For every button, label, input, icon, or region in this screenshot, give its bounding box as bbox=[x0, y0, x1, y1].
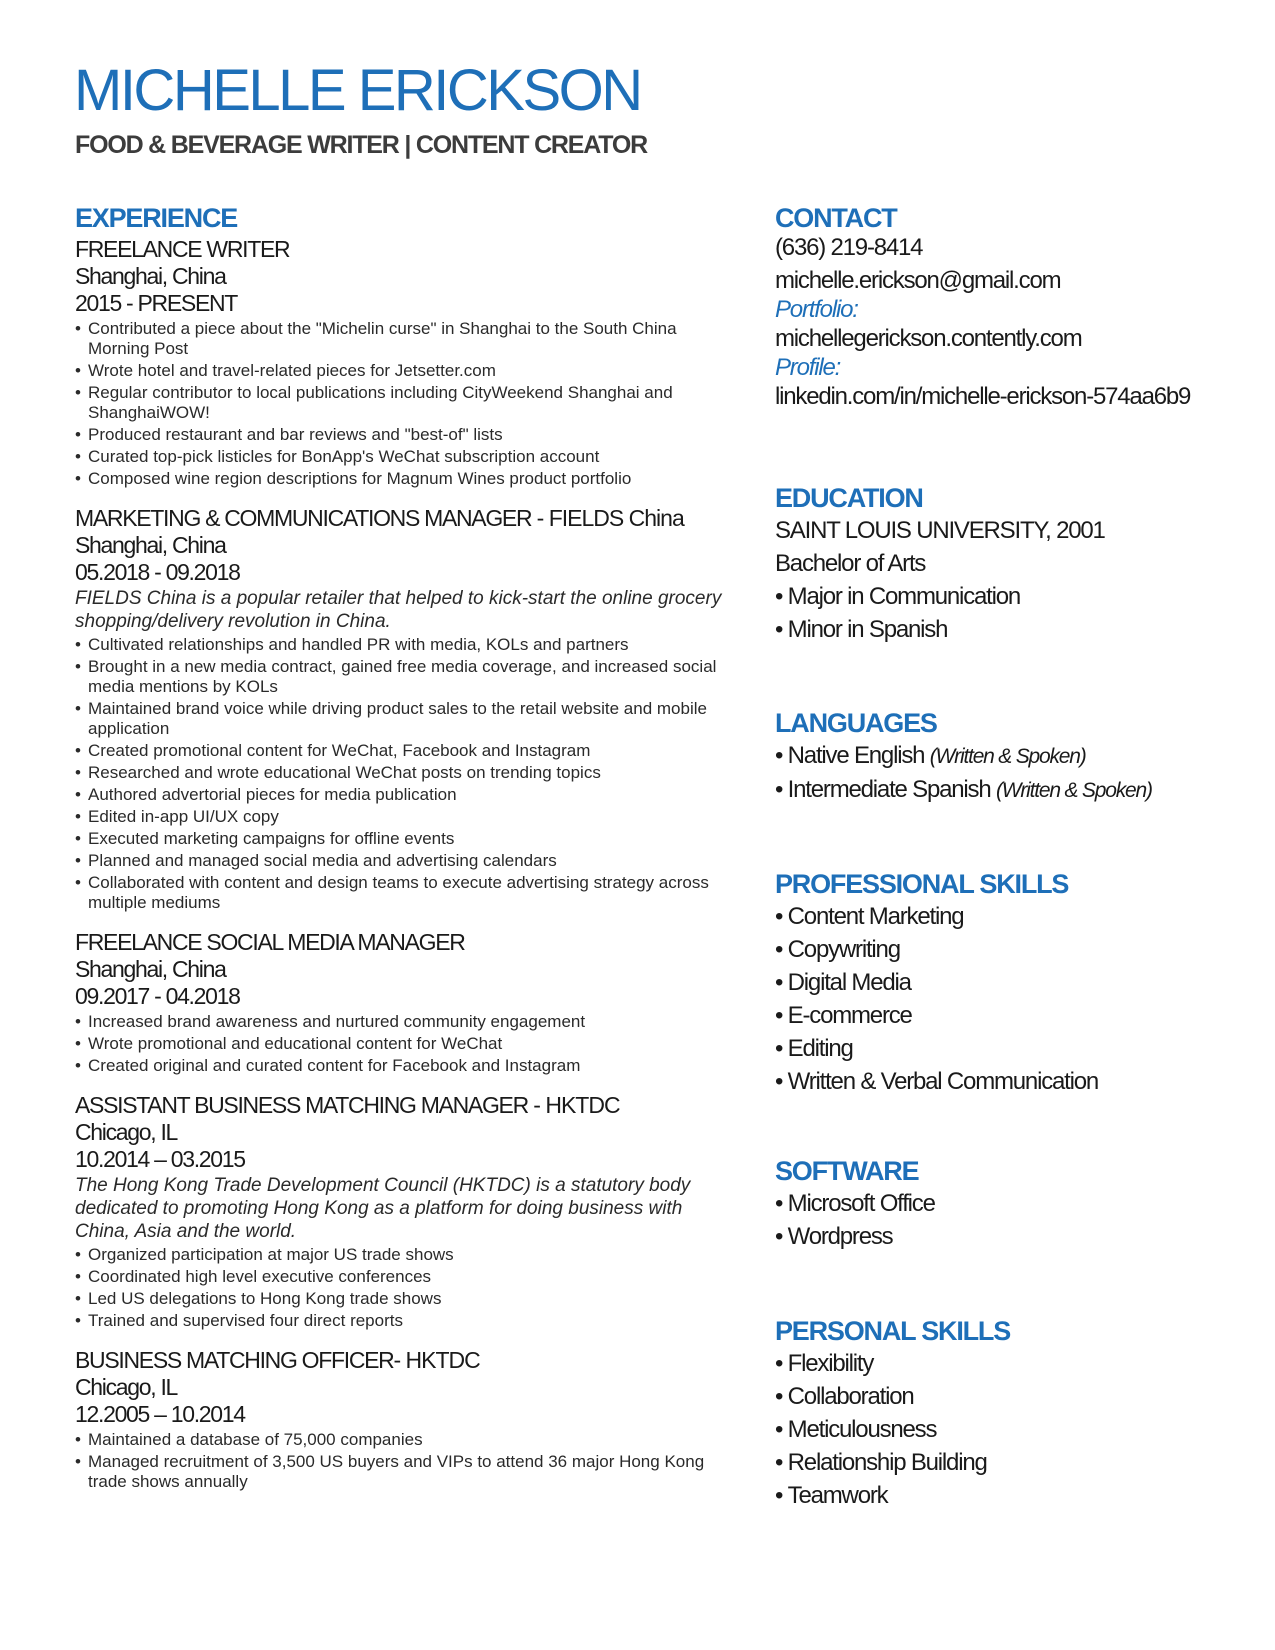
list-item: • Written & Verbal Communication bbox=[775, 1065, 1245, 1098]
job-title-line bbox=[75, 236, 725, 263]
language-name: Intermediate Spanish bbox=[787, 776, 991, 803]
list-item: • Managed recruitment of 3,500 US buyers and VIPs to attend 36 major Hong Kong trade shows annually bbox=[75, 1452, 725, 1492]
education-heading: EDUCATION bbox=[775, 483, 923, 513]
job-entry bbox=[75, 236, 725, 489]
job-entry bbox=[75, 505, 725, 913]
list-item: • Digital Media bbox=[775, 966, 1245, 999]
list-item: • Relationship Building bbox=[775, 1446, 1245, 1479]
software-heading: SOFTWARE bbox=[775, 1156, 919, 1186]
contact-section bbox=[775, 202, 1245, 412]
job-title-line bbox=[75, 1347, 725, 1374]
job-organization: - HKTDC bbox=[527, 1092, 620, 1118]
list-item: • E-commerce bbox=[775, 999, 1245, 1032]
job-location: Shanghai, China bbox=[75, 532, 226, 558]
job-location: Shanghai, China bbox=[75, 263, 226, 289]
job-dates: 10.2014 – 03.2015 bbox=[75, 1146, 245, 1172]
personal-skills-list bbox=[775, 1347, 1245, 1512]
job-title-line bbox=[75, 929, 725, 956]
list-item: • Collaboration bbox=[775, 1380, 1245, 1413]
job-title: FREELANCE SOCIAL MEDIA MANAGER bbox=[75, 929, 465, 955]
job-bullets bbox=[75, 1245, 725, 1331]
profile-link[interactable]: linkedin.com/in/michelle-erickson-574aa6b9 bbox=[775, 383, 1191, 410]
languages-heading: LANGUAGES bbox=[775, 708, 937, 738]
list-item: • Curated top-pick listicles for BonApp's WeChat subscription account bbox=[75, 447, 725, 467]
professional-skills-list bbox=[775, 900, 1245, 1098]
list-item: • Executed marketing campaigns for offline events bbox=[75, 829, 725, 849]
job-organization: - HKTDC bbox=[393, 1347, 480, 1373]
job-bullets bbox=[75, 1012, 725, 1076]
portfolio-label: Portfolio: bbox=[775, 296, 858, 323]
job-title-line bbox=[75, 505, 725, 532]
job-location: Shanghai, China bbox=[75, 956, 226, 982]
job-title: MARKETING & COMMUNICATIONS MANAGER bbox=[75, 505, 532, 531]
contact-heading: CONTACT bbox=[775, 203, 897, 233]
job-bullets bbox=[75, 1430, 725, 1492]
job-description: The Hong Kong Trade Development Council (HKTDC) is a statutory body dedicated to promoting Hong Kong as a platform for doing business with China, Asia and the world. bbox=[75, 1175, 691, 1242]
education-section bbox=[775, 482, 1245, 646]
job-title: ASSISTANT BUSINESS MATCHING MANAGER bbox=[75, 1092, 528, 1118]
list-item: • Copywriting bbox=[775, 933, 1245, 966]
job-bullets bbox=[75, 319, 725, 489]
job-location: Chicago, IL bbox=[75, 1374, 178, 1400]
contact-email[interactable]: michelle.erickson@gmail.com bbox=[775, 267, 1061, 294]
job-title: BUSINESS MATCHING OFFICER bbox=[75, 1347, 394, 1373]
list-item: • Cultivated relationships and handled PR with media, KOLs and partners bbox=[75, 635, 725, 655]
list-item: • Organized participation at major US trade shows bbox=[75, 1245, 725, 1265]
list-item: • Microsoft Office bbox=[775, 1187, 1245, 1220]
list-item: • Composed wine region descriptions for Magnum Wines product portfolio bbox=[75, 469, 725, 489]
software-list bbox=[775, 1187, 1245, 1253]
experience-column bbox=[75, 202, 725, 1508]
list-item: • Contributed a piece about the "Michelin curse" in Shanghai to the South China Morning Post bbox=[75, 319, 725, 359]
list-item: • Created promotional content for WeChat, Facebook and Instagram bbox=[75, 741, 725, 761]
professional-skills-heading: PROFESSIONAL SKILLS bbox=[775, 869, 1069, 899]
candidate-tagline: FOOD & BEVERAGE WRITER | CONTENT CREATOR bbox=[75, 131, 647, 159]
list-item: • Content Marketing bbox=[775, 900, 1245, 933]
job-location: Chicago, IL bbox=[75, 1119, 178, 1145]
job-entry bbox=[75, 1347, 725, 1492]
job-dates: 05.2018 - 09.2018 bbox=[75, 559, 240, 585]
language-note: (Written & Spoken) bbox=[929, 745, 1086, 768]
list-item: • Edited in-app UI/UX copy bbox=[75, 807, 725, 827]
language-name: Native English bbox=[787, 742, 925, 769]
education-school: SAINT LOUIS UNIVERSITY, 2001 bbox=[775, 517, 1105, 544]
list-item: • Meticulousness bbox=[775, 1413, 1245, 1446]
list-item: • Collaborated with content and design teams to execute advertising strategy across multiple mediums bbox=[75, 873, 725, 913]
list-item: • Increased brand awareness and nurtured community engagement bbox=[75, 1012, 725, 1032]
job-description: FIELDS China is a popular retailer that helped to kick-start the online grocery shopping/delivery revolution in China. bbox=[75, 588, 722, 632]
job-entry bbox=[75, 929, 725, 1076]
languages-section bbox=[775, 707, 1245, 807]
list-item: • Regular contributor to local publications including CityWeekend Shanghai and ShanghaiWOW! bbox=[75, 383, 725, 423]
job-dates: 12.2005 – 10.2014 bbox=[75, 1401, 245, 1427]
job-organization: - FIELDS China bbox=[531, 505, 684, 531]
list-item: • Created original and curated content for Facebook and Instagram bbox=[75, 1056, 725, 1076]
list-item: • Flexibility bbox=[775, 1347, 1245, 1380]
experience-heading: EXPERIENCE bbox=[75, 203, 238, 233]
job-dates: 2015 - PRESENT bbox=[75, 290, 238, 316]
list-item: • Maintained brand voice while driving product sales to the retail website and mobile application bbox=[75, 699, 725, 739]
job-title: FREELANCE WRITER bbox=[75, 236, 290, 262]
list-item: • Trained and supervised four direct reports bbox=[75, 1311, 725, 1331]
software-section bbox=[775, 1155, 1245, 1253]
personal-skills-section bbox=[775, 1315, 1245, 1512]
list-item: • Brought in a new media contract, gained free media coverage, and increased social media mentions by KOLs bbox=[75, 657, 725, 697]
job-title-line bbox=[75, 1092, 725, 1119]
experience-list bbox=[75, 236, 725, 1492]
list-item: • Editing bbox=[775, 1032, 1245, 1065]
job-dates: 09.2017 - 04.2018 bbox=[75, 983, 240, 1009]
list-item bbox=[775, 773, 1245, 807]
candidate-name: MICHELLE ERICKSON bbox=[74, 58, 641, 123]
education-list bbox=[775, 580, 1245, 646]
list-item: • Coordinated high level executive conferences bbox=[75, 1267, 725, 1287]
list-item: • Wordpress bbox=[775, 1220, 1245, 1253]
portfolio-link[interactable]: michellegerickson.contently.com bbox=[775, 325, 1082, 352]
list-item: • Minor in Spanish bbox=[775, 613, 1245, 646]
list-item: • Researched and wrote educational WeChat posts on trending topics bbox=[75, 763, 725, 783]
list-item: • Planned and managed social media and advertising calendars bbox=[75, 851, 725, 871]
list-item: • Maintained a database of 75,000 companies bbox=[75, 1430, 725, 1450]
list-item: • Major in Communication bbox=[775, 580, 1245, 613]
list-item bbox=[775, 739, 1245, 773]
contact-phone[interactable]: (636) 219-8414 bbox=[775, 234, 923, 261]
list-item: • Wrote hotel and travel-related pieces for Jetsetter.com bbox=[75, 361, 725, 381]
list-item: • Wrote promotional and educational content for WeChat bbox=[75, 1034, 725, 1054]
personal-skills-heading: PERSONAL SKILLS bbox=[775, 1316, 1011, 1346]
job-entry bbox=[75, 1092, 725, 1331]
list-item: • Produced restaurant and bar reviews and "best-of" lists bbox=[75, 425, 725, 445]
languages-list bbox=[775, 739, 1245, 807]
education-degree: Bachelor of Arts bbox=[775, 550, 926, 577]
list-item: • Led US delegations to Hong Kong trade shows bbox=[75, 1289, 725, 1309]
list-item: • Authored advertorial pieces for media publication bbox=[75, 785, 725, 805]
profile-label: Profile: bbox=[775, 354, 841, 381]
job-bullets bbox=[75, 635, 725, 913]
list-item: • Teamwork bbox=[775, 1479, 1245, 1512]
professional-skills-section bbox=[775, 868, 1245, 1098]
language-note: (Written & Spoken) bbox=[995, 779, 1152, 802]
